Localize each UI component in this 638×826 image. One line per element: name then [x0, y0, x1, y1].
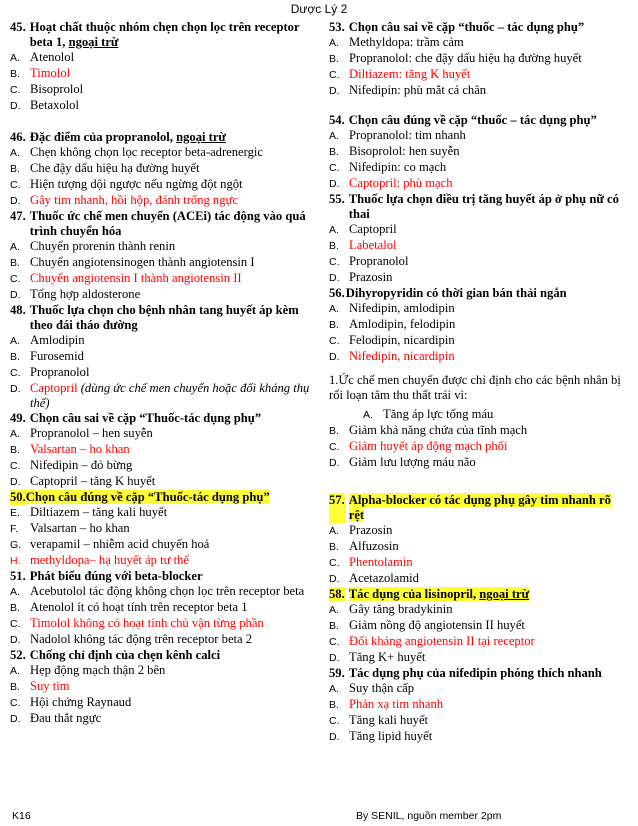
- option-letter: C.: [329, 557, 340, 569]
- option-answer: [329, 349, 629, 365]
- option-text: Diltiazem: tăng K huyết: [349, 67, 471, 81]
- option: [329, 713, 629, 729]
- option: [329, 407, 629, 423]
- option: [10, 239, 310, 255]
- option: [10, 255, 310, 271]
- question-number: 50.: [10, 490, 26, 504]
- spacer: [329, 365, 629, 373]
- option-text: Nadolol không tác động trên receptor beta 2: [30, 632, 253, 646]
- question-number: 45.: [10, 20, 26, 34]
- option-letter: B.: [329, 620, 339, 632]
- option-text: verapamil – nhiễm acid chuyển hoá: [30, 537, 210, 551]
- option-letter: A.: [329, 37, 339, 49]
- option-text: Gây tim nhanh, hồi hộp, đánh trống ngực: [30, 193, 238, 207]
- option-text: Bisoprolol: [30, 82, 84, 96]
- option-text: Valsartan – ho khan: [30, 442, 130, 456]
- option-text: Hội chứng Raynaud: [30, 695, 132, 709]
- option-text: Giảm huyết áp động mạch phổi: [349, 439, 508, 453]
- option: [10, 82, 310, 98]
- question-54: [329, 113, 629, 128]
- option-letter: B.: [329, 319, 339, 331]
- question-1: 1.Ức chế men chuyển được chỉ định cho các bệnh nhân bị rối loạn tâm thu thất trái vì:: [329, 373, 621, 402]
- option-text: Captopril: phù mạch: [349, 176, 453, 190]
- question-number: 46.: [10, 130, 26, 144]
- question-number: 58.: [329, 587, 345, 601]
- question-50: [10, 490, 310, 505]
- option-letter: H.: [10, 555, 21, 567]
- text-span: Chọn câu đúng về cặp “Thuốc-tác dụng phụ”: [25, 490, 270, 504]
- option-text: methyldopa– hạ huyết áp tư thế: [30, 553, 189, 567]
- option: [10, 287, 310, 303]
- question-text: Tác dụng phụ của nifedipin phóng thích nhanh: [348, 666, 602, 680]
- question-49: [10, 411, 310, 426]
- option: [329, 523, 629, 539]
- option-text: Nifedipin, amlodipin: [349, 301, 455, 315]
- question-number: 53.: [329, 20, 345, 34]
- option-answer: [329, 634, 629, 650]
- option-text: Nifedipin, nicardipin: [349, 349, 455, 363]
- option: [10, 333, 310, 349]
- option-text: Diltiazem – tăng kali huyết: [30, 505, 168, 519]
- option-letter: C.: [10, 367, 21, 379]
- option: [329, 83, 629, 99]
- option-text: Chuyển angiotensin I thành angiotensin II: [30, 271, 242, 285]
- option-answer: [10, 271, 310, 287]
- question-text: Thuốc ức chế men chuyển (ACEi) tác động vào quá trình chuyển hóa: [29, 209, 306, 238]
- question-text: Chống chỉ định của chẹn kênh calci: [29, 648, 221, 662]
- option-letter: B.: [10, 163, 20, 175]
- option-letter: A.: [329, 683, 339, 695]
- option-letter: C.: [329, 335, 340, 347]
- option-text: Labetalol: [349, 238, 397, 252]
- option: [329, 317, 629, 333]
- question-57: [329, 493, 629, 523]
- option: [10, 663, 310, 679]
- option-letter: A.: [329, 224, 339, 236]
- right-column: [329, 20, 629, 745]
- option-text: Hẹp động mạch thận 2 bên: [30, 663, 166, 677]
- option: [329, 254, 629, 270]
- question-text: Chọn câu đúng về cặp “thuốc – tác dụng phụ”: [348, 113, 597, 127]
- option: [329, 423, 629, 439]
- option-text: Prazosin: [349, 270, 393, 284]
- option-answer: [10, 381, 310, 411]
- option: [10, 600, 310, 616]
- option-text: Propranolol: tim nhanh: [349, 128, 466, 142]
- question-text: [30, 130, 310, 145]
- question-46: [10, 130, 310, 145]
- question-text: Chọn câu sai về cặp “Thuốc-tác dụng phụ”: [29, 411, 262, 425]
- option-text: Giảm khả năng chứa của tĩnh mạch: [349, 423, 528, 437]
- question-text: [30, 20, 310, 50]
- option-letter: D.: [329, 351, 340, 363]
- question-text: Phát biểu đúng với beta-blocker: [29, 569, 203, 583]
- question-number: 55.: [329, 192, 345, 206]
- option-letter: D.: [329, 731, 340, 743]
- underlined-text: ngoại trừ: [479, 587, 530, 601]
- footer-left: K16: [12, 810, 31, 822]
- option-text: Tổng hợp aldosterone: [30, 287, 141, 301]
- option-text: Felodipin, nicardipin: [349, 333, 455, 347]
- option-text: Furosemid: [30, 349, 84, 363]
- option-text: Betaxolol: [30, 98, 79, 112]
- option: [329, 270, 629, 286]
- option-answer: [329, 555, 629, 571]
- option-text: Phản xạ tim nhanh: [349, 697, 444, 711]
- option-text: Acetazolamid: [349, 571, 419, 585]
- spacer: [10, 114, 310, 130]
- option-letter: D.: [10, 100, 21, 112]
- option-text: Acebutolol tác động không chọn lọc trên receptor beta: [30, 584, 305, 598]
- option: [329, 729, 629, 745]
- option: [329, 222, 629, 238]
- option-letter: B.: [10, 68, 20, 80]
- option: [10, 505, 310, 521]
- option-letter: C.: [10, 697, 21, 709]
- underlined-text: ngoại trừ: [176, 130, 226, 144]
- option-letter: D.: [10, 289, 21, 301]
- option-text: Đau thắt ngực: [30, 711, 102, 725]
- option: [10, 50, 310, 66]
- option-answer: [329, 439, 629, 455]
- option-letter: B.: [329, 146, 339, 158]
- option-letter: B.: [329, 425, 339, 437]
- option-letter: D.: [329, 652, 340, 664]
- question-text: Thuốc lựa chọn điều trị tăng huyết áp ở phụ nữ có thai: [348, 192, 619, 221]
- option-text: Nifedipin: co mạch: [349, 160, 447, 174]
- option: [10, 98, 310, 114]
- spacer: [329, 99, 629, 113]
- option-letter: A.: [10, 147, 20, 159]
- option: [10, 537, 310, 553]
- option-letter: C.: [329, 69, 340, 81]
- option-letter: A.: [10, 665, 20, 677]
- text-span: Alpha-blocker có tác dụng phụ gây tim nhanh rõ rệt: [348, 493, 611, 522]
- question-number: 57.: [329, 493, 345, 523]
- option-text: Suy tim: [30, 679, 70, 693]
- option: [10, 521, 310, 537]
- option-letter: C.: [329, 162, 340, 174]
- option-text: Chẹn không chọn lọc receptor beta-adrenergic: [30, 145, 264, 159]
- option-text: Propranolol – hen suyễn: [30, 426, 153, 440]
- option: [329, 333, 629, 349]
- option-letter: B.: [10, 257, 20, 269]
- option: [329, 602, 629, 618]
- option-letter: D.: [329, 85, 340, 97]
- option-letter: D.: [10, 713, 21, 725]
- option-answer: [329, 67, 629, 83]
- spacer: [329, 471, 629, 493]
- option: [10, 711, 310, 727]
- option-letter: B.: [10, 351, 20, 363]
- option-letter: A.: [363, 409, 373, 421]
- option-text: Hiện tượng dội ngược nếu ngừng đột ngột: [30, 177, 243, 191]
- option: [10, 584, 310, 600]
- option: [10, 458, 310, 474]
- option-text: Phentolamin: [349, 555, 413, 569]
- option-text: Tăng lipid huyết: [349, 729, 433, 743]
- question-number: 47.: [10, 209, 26, 223]
- option: [329, 301, 629, 317]
- option: [10, 349, 310, 365]
- question-53: [329, 20, 629, 35]
- option-letter: B.: [10, 681, 20, 693]
- page-header: Dược Lý 2: [290, 2, 348, 16]
- option-letter: A.: [10, 52, 20, 64]
- option-text: Amlodipin, felodipin: [349, 317, 456, 331]
- option-text: Prazosin: [349, 523, 393, 537]
- question-number: 54.: [329, 113, 345, 127]
- option-letter: D.: [329, 573, 340, 585]
- question-number: 56.: [329, 286, 345, 300]
- option: [10, 177, 310, 193]
- question-text: [349, 587, 629, 602]
- option-letter: C.: [10, 460, 21, 472]
- option-letter: C.: [10, 179, 21, 191]
- option-answer: [10, 66, 310, 82]
- option-letter: B.: [10, 444, 20, 456]
- question-58: [329, 587, 629, 602]
- option-text: Đối kháng angiotensin II tại receptor: [349, 634, 535, 648]
- option-text: Atenolol: [30, 50, 75, 64]
- option-text: Alfuzosin: [349, 539, 399, 553]
- option-letter: D.: [10, 195, 21, 207]
- option-text: Nifedipin: phù mắt cá chân: [349, 83, 487, 97]
- option-letter: C.: [329, 715, 340, 727]
- option-letter: C.: [10, 618, 21, 630]
- option-answer: [329, 176, 629, 192]
- question-text: [26, 490, 310, 505]
- option-letter: B.: [329, 240, 339, 252]
- option-text: Tăng áp lực tống máu: [383, 407, 494, 421]
- option: [329, 144, 629, 160]
- option: [329, 539, 629, 555]
- option-text: Timolol: [30, 66, 71, 80]
- option: [329, 618, 629, 634]
- option-text: Bisoprolol: hen suyễn: [349, 144, 460, 158]
- question-56: [329, 286, 629, 301]
- text-span: Tác dụng của lisinopril,: [348, 587, 480, 601]
- option-text: Tăng K+ huyết: [349, 650, 426, 664]
- option-letter: C.: [329, 636, 340, 648]
- option-answer: [10, 616, 310, 632]
- question-text: Dihyropyridin có thời gian bán thải ngắn: [345, 286, 567, 300]
- option-text: Valsartan – ho khan: [30, 521, 130, 535]
- text-span: Captopril: [30, 381, 78, 395]
- option-answer: [10, 553, 310, 569]
- option: [10, 145, 310, 161]
- question-text: [349, 493, 629, 523]
- option-letter: D.: [329, 457, 340, 469]
- option-answer: [329, 238, 629, 254]
- option-letter: B.: [329, 541, 339, 553]
- option-letter: D.: [329, 272, 340, 284]
- question-number: 52.: [10, 648, 26, 662]
- footer-right: By SENIL, nguồn member 2pm: [356, 810, 502, 822]
- question-number: 51.: [10, 569, 26, 583]
- option-text: Che đậy dấu hiệu hạ đường huyết: [30, 161, 200, 175]
- option-text: Suy thận cấp: [349, 681, 415, 695]
- option-text: Captopril – tăng K huyết: [30, 474, 156, 488]
- answer-note: (dùng ức chế men chuyển hoặc đối kháng thụ thể): [30, 381, 310, 410]
- option-letter: D.: [10, 383, 21, 395]
- option-text: Atenolol ít có hoạt tính trên receptor beta 1: [30, 600, 248, 614]
- question-51: [10, 569, 310, 584]
- option-text: Captopril: [349, 222, 397, 236]
- option-letter: B.: [329, 699, 339, 711]
- option-text: Nifedipin – đỏ bừng: [30, 458, 133, 472]
- option-text: Propranolol: che đậy dấu hiệu hạ đường huyết: [349, 51, 582, 65]
- option-letter: A.: [329, 525, 339, 537]
- question-number: 49.: [10, 411, 26, 425]
- option-text: Propranolol: [349, 254, 409, 268]
- option-answer: [10, 193, 310, 209]
- option: [10, 695, 310, 711]
- option-letter: B.: [329, 53, 339, 65]
- option-text: Giảm nồng độ angiotensin II huyết: [349, 618, 525, 632]
- option-letter: A.: [10, 335, 20, 347]
- option-letter: E.: [10, 507, 20, 519]
- option-letter: A.: [10, 241, 20, 253]
- question-number: 48.: [10, 303, 26, 317]
- option: [10, 161, 310, 177]
- option: [329, 51, 629, 67]
- question-48: [10, 303, 310, 333]
- option-text: Timolol không có hoạt tính chủ vận từng phần: [30, 616, 264, 630]
- question-number: 59.: [329, 666, 345, 680]
- option-answer: [10, 679, 310, 695]
- option: [329, 128, 629, 144]
- question-47: [10, 209, 310, 239]
- text-span: [349, 587, 529, 601]
- option: [329, 455, 629, 471]
- question-text: Chọn câu sai về cặp “thuốc – tác dụng phụ”: [348, 20, 585, 34]
- option: [10, 632, 310, 648]
- option-letter: D.: [329, 178, 340, 190]
- option-letter: D.: [10, 476, 21, 488]
- option-text: Gây tăng bradykinin: [349, 602, 453, 616]
- option-letter: B.: [10, 602, 20, 614]
- option: [329, 571, 629, 587]
- option-letter: G.: [10, 539, 22, 551]
- option-letter: F.: [10, 523, 19, 535]
- question-45: [10, 20, 310, 50]
- option-text: Giảm lưu lượng máu não: [349, 455, 476, 469]
- option-text: Tăng kali huyết: [349, 713, 429, 727]
- option-answer: [329, 697, 629, 713]
- option-text: Propranolol: [30, 365, 90, 379]
- option-text: Amlodipin: [30, 333, 85, 347]
- option-letter: A.: [329, 604, 339, 616]
- question-52: [10, 648, 310, 663]
- option-letter: A.: [10, 586, 20, 598]
- question-text: Thuốc lựa chọn cho bệnh nhân tang huyết áp kèm theo đái tháo đường: [29, 303, 299, 332]
- left-column: [10, 20, 310, 727]
- text-span: Hoạt chất thuộc nhóm chẹn chọn lọc trên receptor beta 1,: [29, 20, 300, 49]
- option: [329, 160, 629, 176]
- text-span: Đặc điểm của propranolol,: [29, 130, 177, 144]
- option-letter: C.: [10, 273, 21, 285]
- question-59: [329, 666, 629, 681]
- option-letter: C.: [329, 441, 340, 453]
- option-letter: A.: [10, 428, 20, 440]
- question-55: [329, 192, 629, 222]
- option: [10, 426, 310, 442]
- option: [10, 365, 310, 381]
- option-text: Methyldopa: trầm cảm: [349, 35, 464, 49]
- option-answer: [10, 442, 310, 458]
- option-letter: A.: [329, 130, 339, 142]
- option: [329, 681, 629, 697]
- option: [329, 650, 629, 666]
- option-letter: C.: [10, 84, 21, 96]
- option-letter: A.: [329, 303, 339, 315]
- option-text: [30, 381, 310, 411]
- option-letter: C.: [329, 256, 340, 268]
- underlined-text: ngoại trừ: [68, 35, 119, 49]
- option: [329, 35, 629, 51]
- option: [10, 474, 310, 490]
- option-text: Chuyển angiotensinogen thành angiotensin I: [30, 255, 255, 269]
- option-letter: D.: [10, 634, 21, 646]
- option-text: Chuyển prorenin thành renin: [30, 239, 176, 253]
